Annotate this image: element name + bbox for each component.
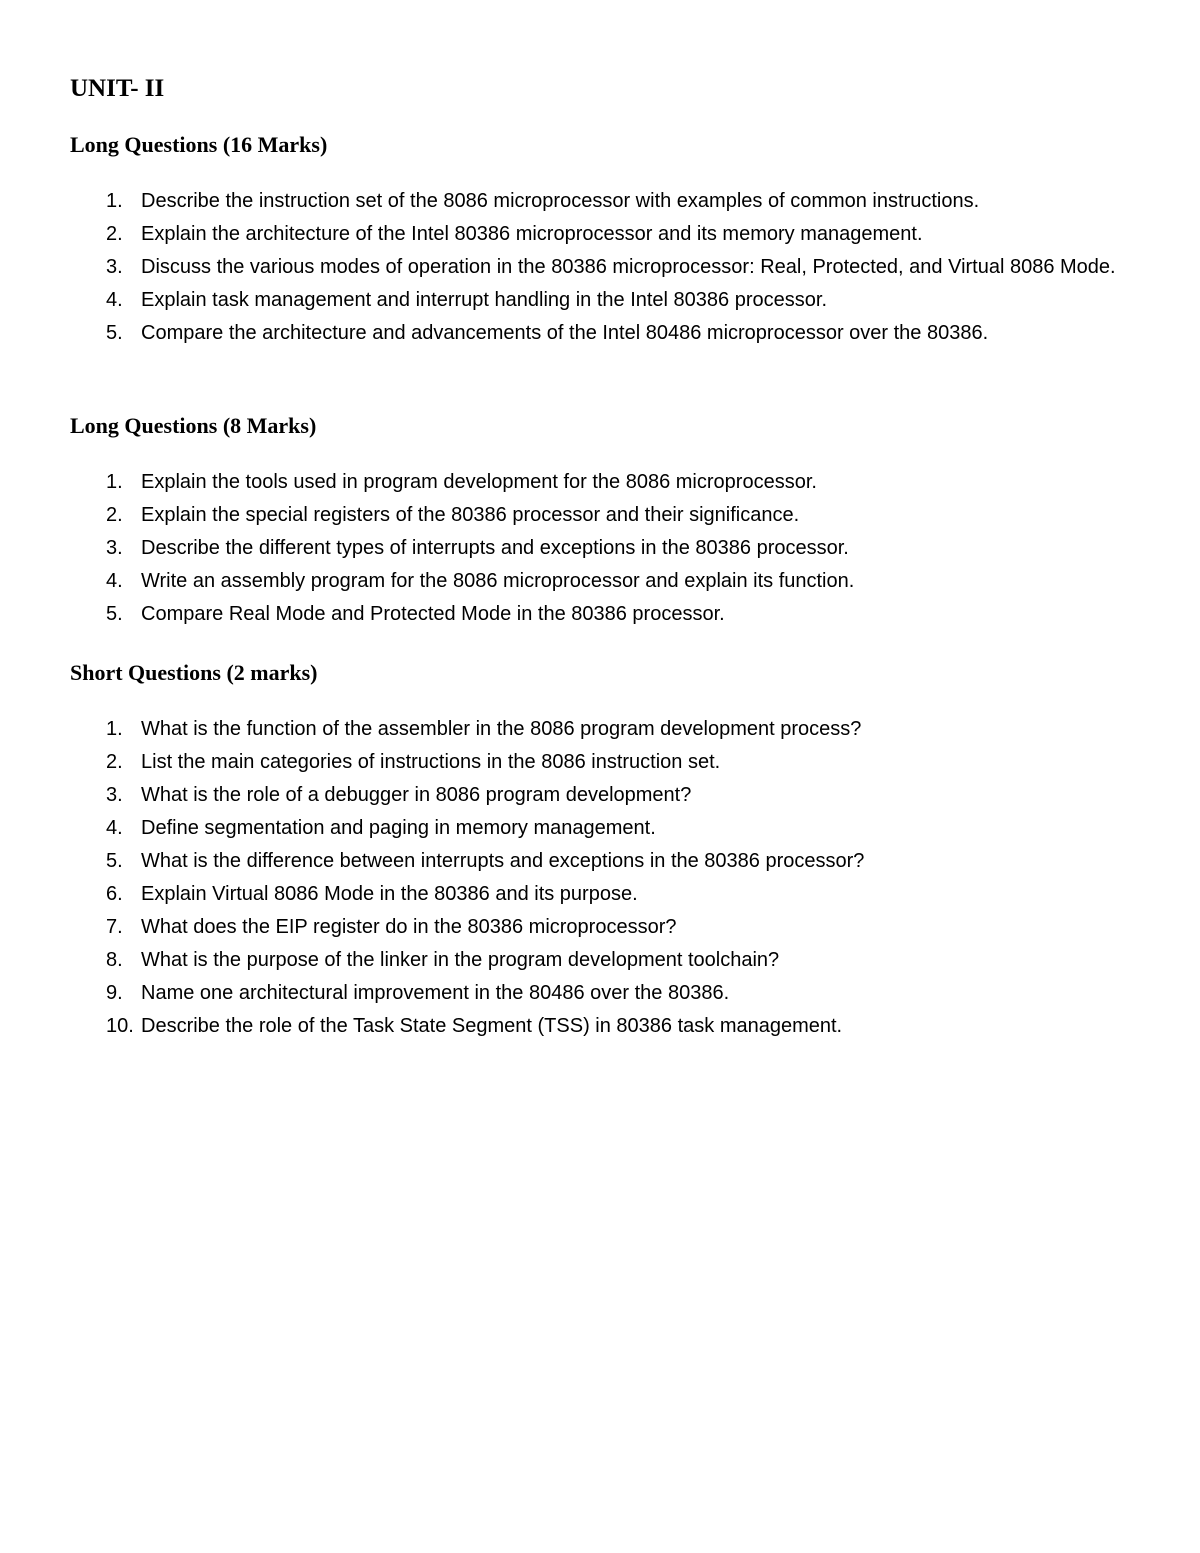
section-heading: Long Questions (16 Marks) [70,132,328,157]
question-number: 9. [106,982,123,1004]
question-text: Explain the tools used in program development for the 8086 microprocessor. [141,471,817,493]
list-item [70,565,1150,598]
list-item [70,1010,1150,1043]
question-text: Explain the architecture of the Intel 80386 microprocessor and its memory management. [141,223,923,245]
question-number: 4. [106,570,123,592]
list-item [70,944,1150,977]
question-number: 8. [106,949,123,971]
question-text: Describe the different types of interrupts and exceptions in the 80386 processor. [141,537,849,559]
list-item [70,746,1150,779]
question-number: 3. [106,537,123,559]
list-item [70,812,1150,845]
question-number: 3. [106,256,123,278]
list-item [70,218,1150,251]
section-short-questions-2-marks [70,659,1150,1043]
question-number: 10. [106,1015,134,1037]
question-text: Explain the special registers of the 80386 processor and their significance. [141,504,800,526]
question-text: What is the function of the assembler in the 8086 program development process? [141,718,862,740]
question-text: What is the purpose of the linker in the program development toolchain? [141,949,780,971]
list-item [70,251,1150,284]
list-item [70,845,1150,878]
list-item [70,713,1150,746]
question-text: What does the EIP register do in the 80386 microprocessor? [141,916,677,938]
list-item [70,499,1150,532]
question-text: Compare the architecture and advancements of the Intel 80486 microprocessor over the 80386. [141,322,989,344]
question-number: 4. [106,289,123,311]
question-text: Describe the instruction set of the 8086 microprocessor with examples of common instructions. [141,190,980,212]
question-list [70,466,1150,631]
section-heading: Long Questions (8 Marks) [70,413,317,438]
list-item [70,185,1150,218]
question-number: 6. [106,883,123,905]
question-text: What is the difference between interrupts and exceptions in the 80386 processor? [141,850,865,872]
question-text: Explain Virtual 8086 Mode in the 80386 and its purpose. [141,883,638,905]
question-text: What is the role of a debugger in 8086 program development? [141,784,692,806]
question-number: 2. [106,751,123,773]
list-item [70,911,1150,944]
question-number: 1. [106,718,123,740]
question-text: Define segmentation and paging in memory management. [141,817,656,839]
list-item [70,598,1150,631]
question-text: Explain task management and interrupt handling in the Intel 80386 processor. [141,289,827,311]
question-text: Discuss the various modes of operation in the 80386 microprocessor: Real, Protected, and Virtual 8086 Mode. [141,256,1116,278]
question-number: 1. [106,190,123,212]
question-number: 2. [106,223,123,245]
section-long-questions-16-marks [70,131,1150,350]
question-text: List the main categories of instructions in the 8086 instruction set. [141,751,721,773]
question-number: 5. [106,603,123,625]
question-number: 5. [106,322,123,344]
list-item [70,317,1150,350]
list-item [70,779,1150,812]
question-text: Name one architectural improvement in the 80486 over the 80386. [141,982,730,1004]
question-list [70,713,1150,1043]
section-long-questions-8-marks [70,412,1150,631]
question-number: 2. [106,504,123,526]
unit-title: UNIT- II [70,75,165,102]
section-heading: Short Questions (2 marks) [70,660,318,685]
list-item [70,284,1150,317]
list-item [70,466,1150,499]
question-number: 3. [106,784,123,806]
question-text: Compare Real Mode and Protected Mode in the 80386 processor. [141,603,725,625]
question-number: 4. [106,817,123,839]
list-item [70,532,1150,565]
question-list [70,185,1150,350]
question-number: 7. [106,916,123,938]
list-item [70,977,1150,1010]
list-item [70,878,1150,911]
question-text: Write an assembly program for the 8086 microprocessor and explain its function. [141,570,855,592]
question-number: 5. [106,850,123,872]
question-number: 1. [106,471,123,493]
question-text: Describe the role of the Task State Segment (TSS) in 80386 task management. [141,1015,843,1037]
